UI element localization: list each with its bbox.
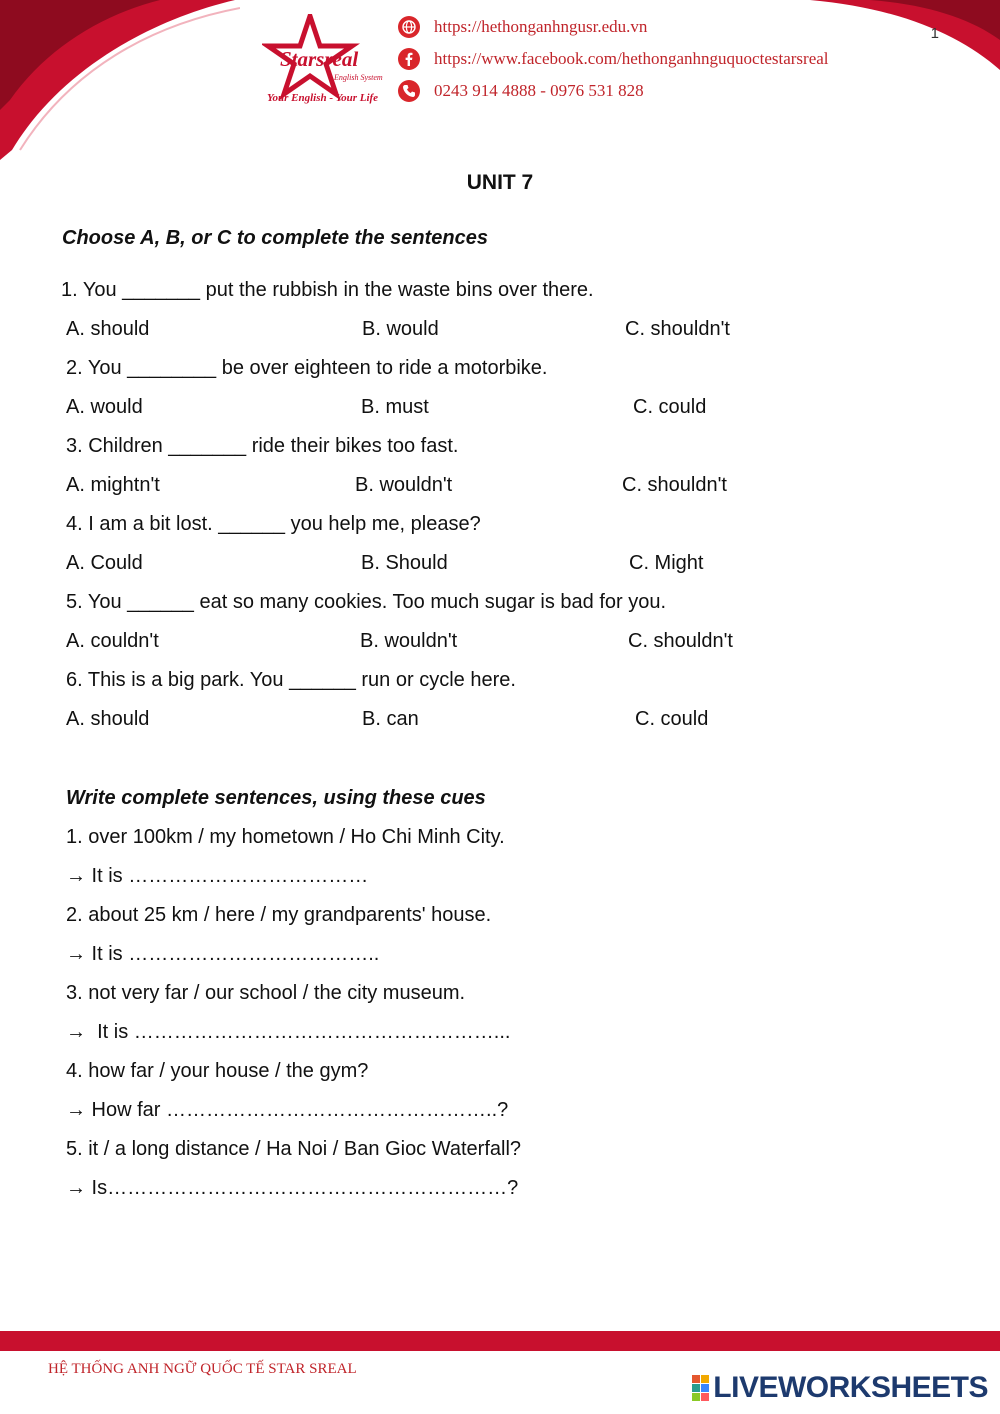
question-1: 1. You _______ put the rubbish in the waste bins over there. <box>61 279 594 301</box>
phone-numbers[interactable]: 0243 914 4888 - 0976 531 828 <box>434 81 644 100</box>
q6-option-a[interactable]: A. should <box>66 708 150 730</box>
globe-icon <box>398 16 420 38</box>
website-link[interactable]: https://hethonganhngusr.edu.vn <box>434 17 648 36</box>
answer-2[interactable]: → It is ……………………………….. <box>66 943 380 965</box>
phone-icon <box>398 80 420 102</box>
question-3: 3. Children _______ ride their bikes too fast. <box>66 435 459 457</box>
q4-option-c[interactable]: C. Might <box>629 552 704 574</box>
cue-5: 5. it / a long distance / Ha Noi / Ban Gioc Waterfall? <box>66 1138 522 1160</box>
contact-website[interactable] <box>398 15 647 39</box>
question-5: 5. You ______ eat so many cookies. Too much sugar is bad for you. <box>66 591 667 613</box>
cue-3: 3. not very far / our school / the city museum. <box>66 982 466 1004</box>
answer-5[interactable]: → Is……………………………………………………? <box>66 1177 519 1199</box>
answer-1[interactable]: → It is ……………………………… <box>66 865 369 887</box>
q2-option-a[interactable]: A. would <box>66 396 143 418</box>
q1-option-b[interactable]: B. would <box>362 318 439 340</box>
liveworksheets-logo <box>692 1371 988 1405</box>
liveworksheets-blocks-icon <box>692 1375 709 1401</box>
page-number: 1 <box>930 25 939 42</box>
q3-option-a[interactable]: A. mightn't <box>66 474 160 496</box>
cue-4: 4. how far / your house / the gym? <box>66 1060 369 1082</box>
q5-option-c[interactable]: C. shouldn't <box>628 630 733 652</box>
section2-heading: Write complete sentences, using these cues <box>66 787 486 809</box>
facebook-icon <box>398 48 420 70</box>
logo-name: Starsreal <box>280 47 359 71</box>
question-6: 6. This is a big park. You ______ run or cycle here. <box>66 669 516 691</box>
answer-3[interactable]: → It is ………………………………………………... <box>66 1021 511 1043</box>
contact-facebook[interactable] <box>398 47 829 71</box>
page-title: UNIT 7 <box>466 171 534 194</box>
liveworksheets-wordmark: LIVEWORKSHEETS <box>713 1371 988 1404</box>
cue-1: 1. over 100km / my hometown / Ho Chi Minh City. <box>66 826 505 848</box>
header-corner-decoration-left <box>0 0 240 160</box>
q4-option-b[interactable]: B. Should <box>361 552 448 574</box>
q6-option-b[interactable]: B. can <box>362 708 419 730</box>
q2-option-c[interactable]: C. could <box>633 396 707 418</box>
footer-organization-name: HỆ THỐNG ANH NGỮ QUỐC TẾ STAR SREAL <box>48 1361 357 1377</box>
q3-option-b[interactable]: B. wouldn't <box>355 474 453 496</box>
q5-option-a[interactable]: A. couldn't <box>66 630 159 652</box>
footer-bar <box>0 1331 1000 1351</box>
answer-4[interactable]: → How far …………………………………………..? <box>66 1099 509 1121</box>
question-4: 4. I am a bit lost. ______ you help me, please? <box>66 513 481 535</box>
logo-tagline: Your English - Your Life <box>267 92 379 104</box>
facebook-link[interactable]: https://www.facebook.com/hethonganhnguquoctestarsreal <box>434 49 829 68</box>
q6-option-c[interactable]: C. could <box>635 708 709 730</box>
q5-option-b[interactable]: B. wouldn't <box>360 630 458 652</box>
q1-option-c[interactable]: C. shouldn't <box>625 318 730 340</box>
section1-heading: Choose A, B, or C to complete the sentences <box>62 227 489 249</box>
question-2: 2. You ________ be over eighteen to ride a motorbike. <box>66 357 548 379</box>
q3-option-c[interactable]: C. shouldn't <box>622 474 727 496</box>
cue-2: 2. about 25 km / here / my grandparents' house. <box>66 904 492 926</box>
q2-option-b[interactable]: B. must <box>361 396 429 418</box>
contact-phone[interactable] <box>398 79 644 103</box>
q4-option-a[interactable]: A. Could <box>66 552 143 574</box>
q1-option-a[interactable]: A. should <box>66 318 150 340</box>
header-corner-decoration-right <box>810 0 1000 70</box>
logo-subtitle: English System <box>334 73 383 82</box>
